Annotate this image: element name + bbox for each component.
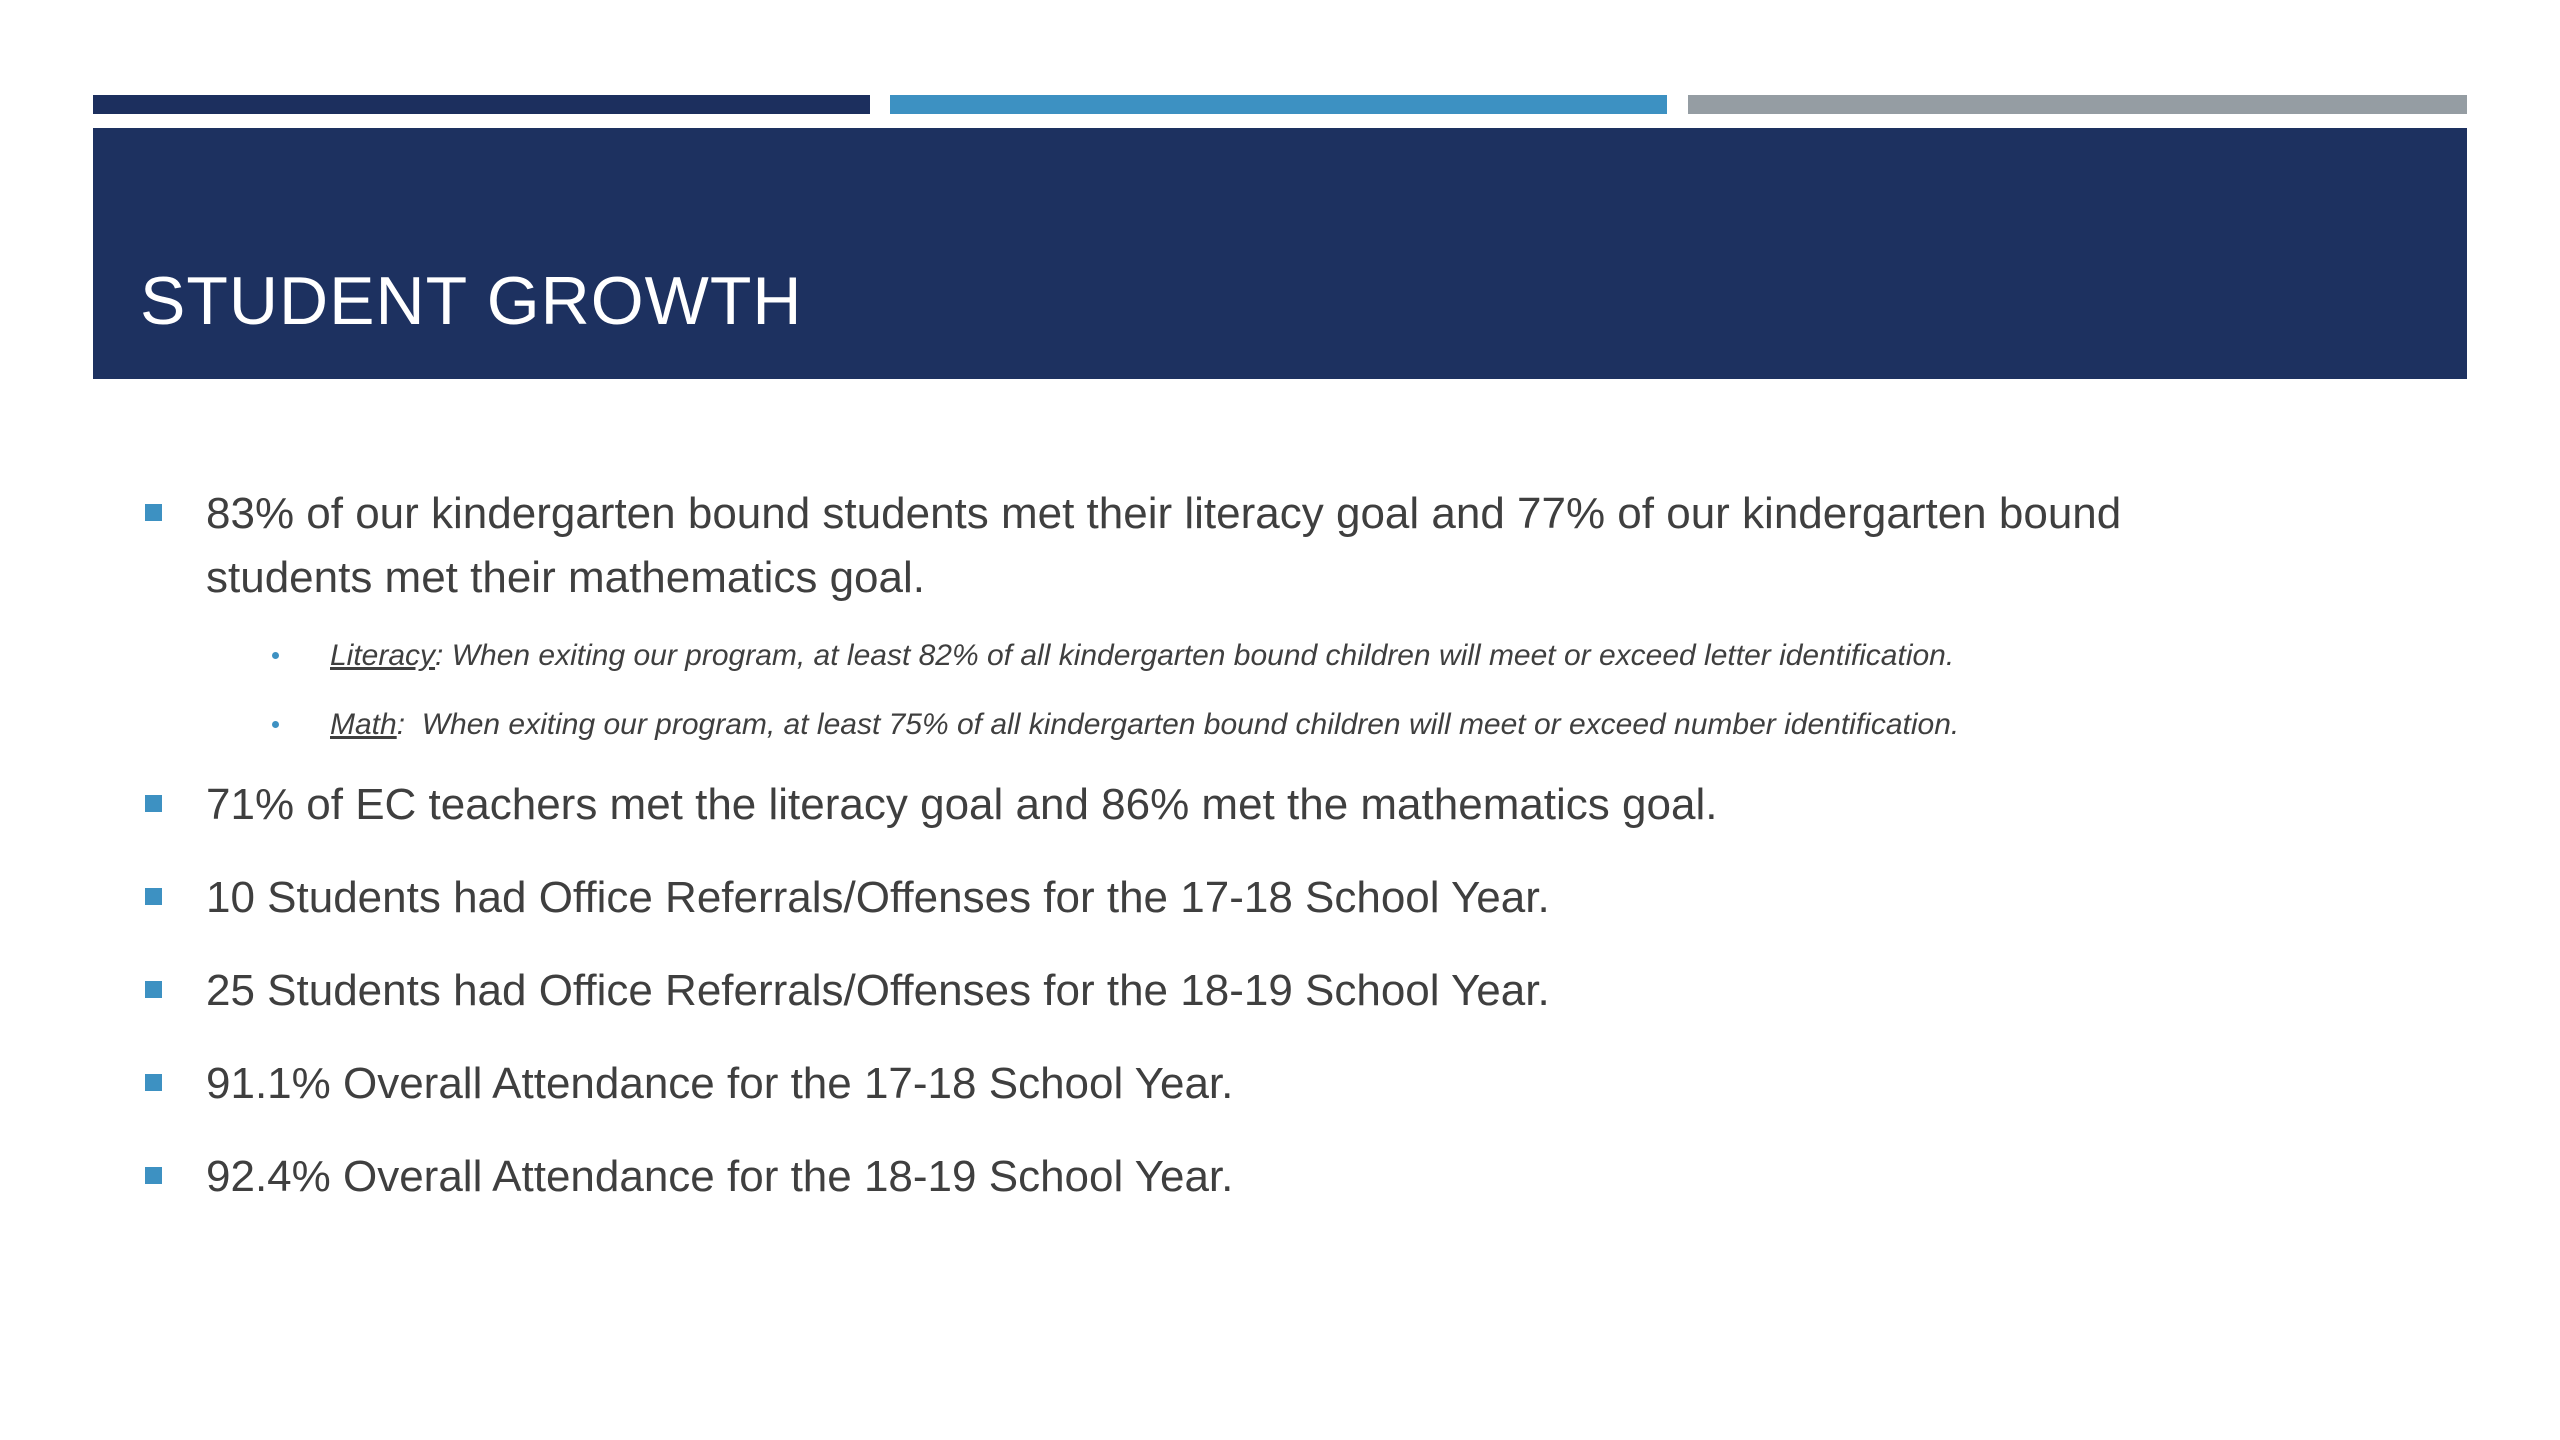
square-bullet-icon [145, 888, 162, 905]
bullet-text: 92.4% Overall Attendance for the 18-19 School Year. [206, 1152, 1234, 1201]
dot-bullet-icon [272, 652, 279, 659]
bullet-text: 10 Students had Office Referrals/Offenses for the 17-18 School Year. [206, 873, 1550, 922]
bullet-text: 25 Students had Office Referrals/Offenses for the 18-19 School Year. [206, 966, 1550, 1015]
separator: : [435, 639, 452, 672]
accent-bar-gray [1688, 95, 2467, 114]
square-bullet-icon [145, 981, 162, 998]
sub-bullet-label: Literacy [330, 639, 436, 672]
bullet-text: 71% of EC teachers met the literacy goal and 86% met the mathematics goal. [206, 780, 1718, 829]
separator: : [396, 708, 422, 741]
bullet-text: 83% of our kindergarten bound students met their literacy goal and 77% of our kindergarten bound [206, 489, 2122, 538]
slide-title: STUDENT GROWTH [140, 263, 803, 339]
sub-bullet-text: When exiting our program, at least 82% of all kindergarten bound children will meet or exceed letter identification. [451, 639, 1955, 672]
square-bullet-icon [145, 1167, 162, 1184]
accent-bar-blue [890, 95, 1667, 114]
sub-bullet-label: Math [330, 708, 397, 741]
square-bullet-icon [145, 795, 162, 812]
bullet-text: 91.1% Overall Attendance for the 17-18 School Year. [206, 1059, 1234, 1108]
accent-bar-navy [93, 95, 870, 114]
bullet-text-continued: students met their mathematics goal. [206, 553, 925, 602]
square-bullet-icon [145, 1074, 162, 1091]
dot-bullet-icon [272, 721, 279, 728]
title-banner [93, 128, 2467, 379]
sub-bullet-text: When exiting our program, at least 75% of all kindergarten bound children will meet or exceed number identification. [421, 708, 1960, 741]
square-bullet-icon [145, 504, 162, 521]
